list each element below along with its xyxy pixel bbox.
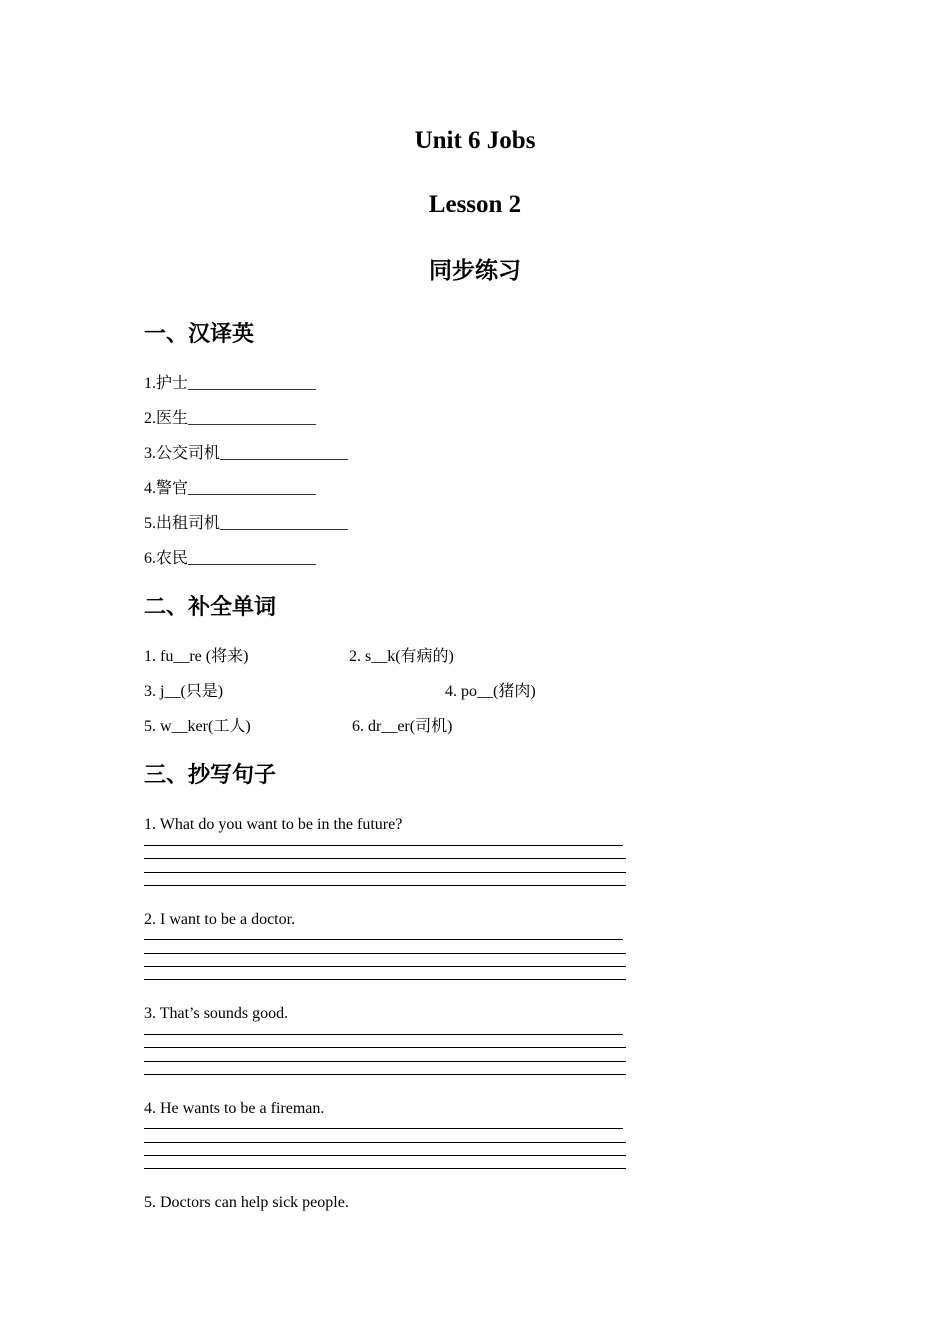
- writing-line[interactable]: [144, 1155, 626, 1156]
- translate-item: [144, 444, 348, 464]
- writing-line[interactable]: [144, 1074, 626, 1075]
- writing-line[interactable]: [144, 1128, 623, 1129]
- word-completion-item[interactable]: 3. j__(只是): [144, 683, 224, 700]
- word-completion-item[interactable]: 2. s__k(有病的): [349, 648, 454, 665]
- writing-line[interactable]: [144, 872, 626, 873]
- writing-line[interactable]: [144, 1047, 626, 1048]
- answer-blank[interactable]: ________________: [188, 410, 317, 427]
- lesson-title: Lesson 2: [428, 191, 522, 218]
- section-2-heading: 二、补全单词: [144, 595, 277, 620]
- translate-item: [144, 479, 316, 499]
- item-prompt: 5.出租司机: [144, 515, 221, 532]
- writing-line[interactable]: [144, 1142, 626, 1143]
- exercise-subtitle: 同步练习: [429, 258, 521, 284]
- writing-line[interactable]: [144, 1168, 626, 1169]
- item-prompt: 2.医生: [144, 410, 189, 427]
- writing-line[interactable]: [144, 1061, 626, 1062]
- page-title: Unit 6 Jobs: [414, 127, 536, 154]
- word-completion-item[interactable]: 1. fu__re (将来): [144, 648, 249, 665]
- writing-line[interactable]: [144, 845, 623, 846]
- item-prompt: 1.护士: [144, 375, 189, 392]
- writing-line[interactable]: [144, 979, 626, 980]
- item-prompt: 6.农民: [144, 550, 189, 567]
- word-completion-item[interactable]: 4. po__(猪肉): [445, 683, 536, 700]
- word-completion-item[interactable]: 6. dr__er(司机): [352, 718, 453, 735]
- item-prompt: 3.公交司机: [144, 445, 221, 462]
- translate-item: [144, 549, 316, 569]
- translate-item: [144, 514, 348, 534]
- word-completion-item[interactable]: 5. w__ker(工人): [144, 718, 251, 735]
- copy-sentence: 4. He wants to be a fireman.: [144, 1100, 325, 1117]
- copy-sentence: 3. That’s sounds good.: [144, 1005, 289, 1022]
- answer-blank[interactable]: ________________: [188, 375, 317, 392]
- translate-item: [144, 374, 316, 394]
- translate-item: [144, 409, 316, 429]
- item-prompt: 4.警官: [144, 480, 189, 497]
- writing-line[interactable]: [144, 885, 626, 886]
- answer-blank[interactable]: ________________: [188, 480, 317, 497]
- copy-sentence: 5. Doctors can help sick people.: [144, 1194, 349, 1211]
- writing-line[interactable]: [144, 858, 626, 859]
- section-3-heading: 三、抄写句子: [144, 763, 277, 788]
- answer-blank[interactable]: ________________: [188, 550, 317, 567]
- writing-line[interactable]: [144, 939, 623, 940]
- writing-line[interactable]: [144, 966, 626, 967]
- writing-line[interactable]: [144, 1034, 623, 1035]
- copy-sentence: 1. What do you want to be in the future?: [144, 816, 403, 833]
- copy-sentence: 2. I want to be a doctor.: [144, 911, 296, 928]
- answer-blank[interactable]: ________________: [220, 515, 349, 532]
- writing-line[interactable]: [144, 953, 626, 954]
- answer-blank[interactable]: ________________: [220, 445, 349, 462]
- section-1-heading: 一、汉译英: [144, 322, 255, 347]
